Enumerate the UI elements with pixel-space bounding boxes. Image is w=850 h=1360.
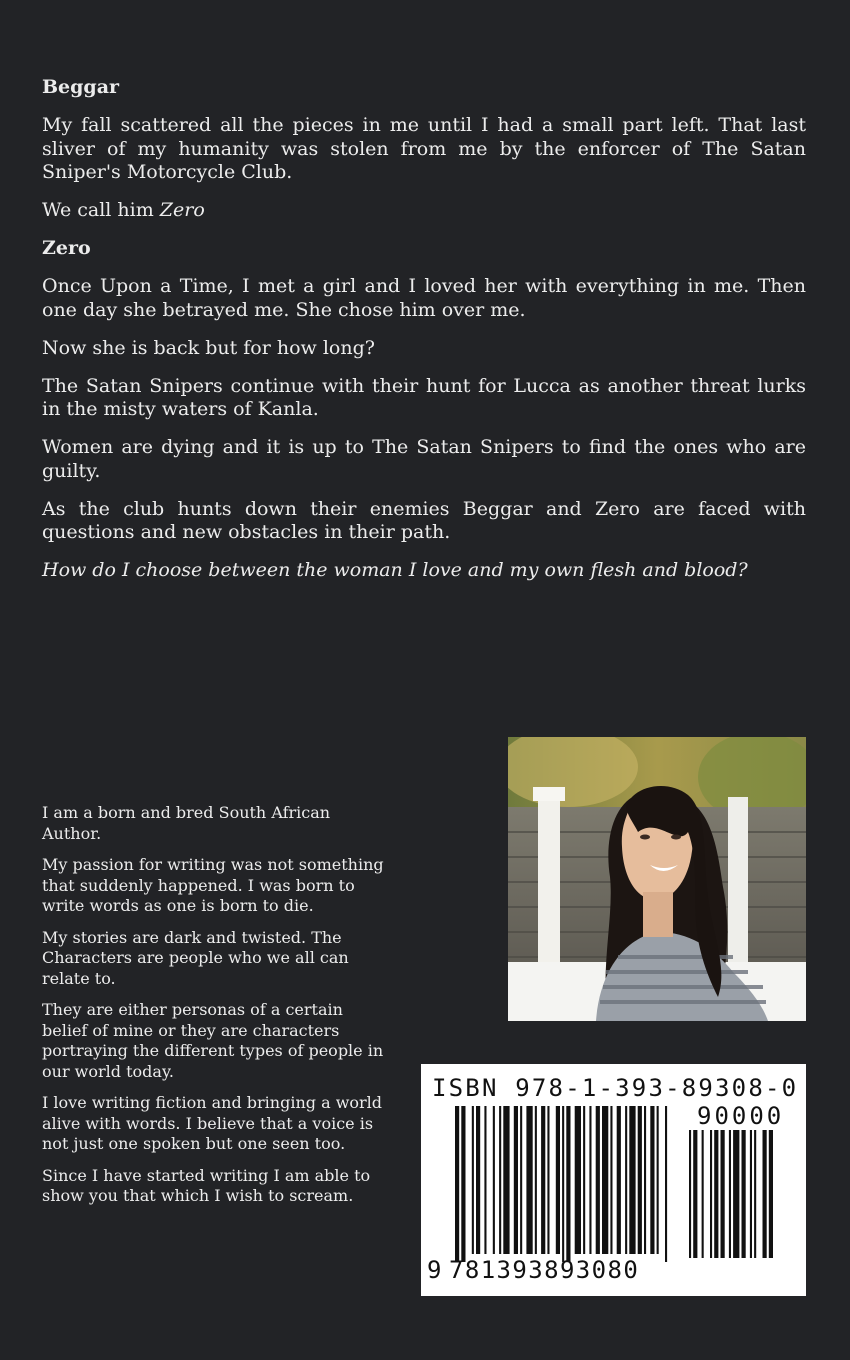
bio-paragraph: Since I have started writing I am able to show you that which I wish to scream. [42,1165,371,1205]
barcode-bar [702,1130,704,1258]
barcode-bar [566,1106,570,1262]
barcode-bar [650,1106,654,1254]
blurb-paragraph: The Satan Snipers continue with their hunt for Lucca as another threat lurks in the misty waters of Kanla. [42,374,806,420]
barcode-bar [665,1106,667,1262]
barcode-bar [461,1106,465,1262]
barcode-bar [617,1106,621,1254]
barcode-bar [499,1106,501,1254]
blurb-paragraph: Once Upon a Time, I met a girl and I loved her with everything in me. Then one day she betrayed me. She chose him over me. [42,275,806,321]
barcode-bar [644,1106,646,1254]
heading-zero: Zero [42,237,91,259]
barcode-bar [689,1130,691,1258]
barcode-bar [562,1106,564,1262]
blurb-paragraph: Women are dying and it is up to The Satan Snipers to find the ones who are guilty. [42,436,806,482]
barcode-bar [472,1106,474,1254]
blurb-paragraph: Now she is back but for how long? [42,336,375,359]
barcode-bar [589,1106,591,1254]
barcode-bar [763,1130,767,1258]
isbn-label: ISBN 978-1-393-89308-0 [432,1074,799,1102]
barcode-bar [693,1130,697,1258]
barcode-bar [657,1106,659,1254]
barcode-addon-price: 90000 [697,1102,785,1130]
blurb-paragraph [42,199,806,223]
heading-beggar: Beggar [42,76,120,98]
barcode-bar [733,1130,739,1258]
blurb-paragraph: My fall scattered all the pieces in me until I had a small part left. That last sliver of my humanity was stolen from me by the enforcer of The Satan Sniper's Motorcycle Club. [42,114,806,183]
barcode-bar [535,1106,537,1254]
barcode-bar [729,1130,731,1258]
author-photo-illustration [508,737,806,1021]
barcode-bar [769,1130,773,1258]
bio-paragraph: My stories are dark and twisted. The Characters are people who we all can relate to. [42,927,349,988]
barcode-bar [503,1106,509,1254]
blurb-text: We call him [42,199,160,221]
barcode-bar [541,1106,545,1254]
isbn-barcode [421,1064,806,1296]
barcode-digit-groups: 781393893080 [449,1256,640,1284]
barcode-bar [455,1106,459,1262]
character-name: Zero [159,199,205,221]
barcode-bar [710,1130,712,1258]
barcode-bar [547,1106,549,1254]
barcode-bar [629,1106,635,1254]
barcode-bar [476,1106,480,1254]
barcode-first-digit: 9 [427,1256,442,1284]
tagline: How do I choose between the woman I love and my own flesh and blood? [42,559,748,581]
barcode-bar [750,1130,752,1258]
barcode-bar [575,1106,581,1254]
barcode-bar [610,1106,612,1254]
barcode-bar [638,1106,642,1254]
barcode-bar [583,1106,585,1254]
bio-paragraph: I love writing fiction and bringing a world alive with words. I believe that a voice is not just one spoken but one seen too. [42,1093,383,1153]
barcode-bar [602,1106,608,1254]
barcode-bar [493,1106,495,1254]
barcode-bar [556,1106,560,1254]
barcode-bar [625,1106,627,1254]
blurb-paragraph: As the club hunts down their enemies Beggar and Zero are faced with questions and new obstacles in their path. [42,497,806,543]
barcode-bar [514,1106,518,1254]
barcode-bar [526,1106,532,1254]
barcode-bar [596,1106,600,1254]
author-photo [508,737,806,1021]
barcode-bar [721,1130,725,1258]
back-cover-blurb [42,76,806,597]
bio-paragraph: I am a born and bred South African Author. [42,803,331,843]
bio-paragraph: They are either personas of a certain belief of mine or they are characters portraying the different types of people in our world today. [42,1000,384,1081]
bio-paragraph: My passion for writing was not something that suddenly happened. I was born to write words as one is born to die. [42,855,384,915]
barcode-bar [754,1130,756,1258]
author-bio [42,803,387,1218]
barcode-bar [520,1106,522,1254]
barcode-bar [742,1130,746,1258]
barcode-bar [484,1106,486,1254]
barcode-bar [714,1130,718,1258]
